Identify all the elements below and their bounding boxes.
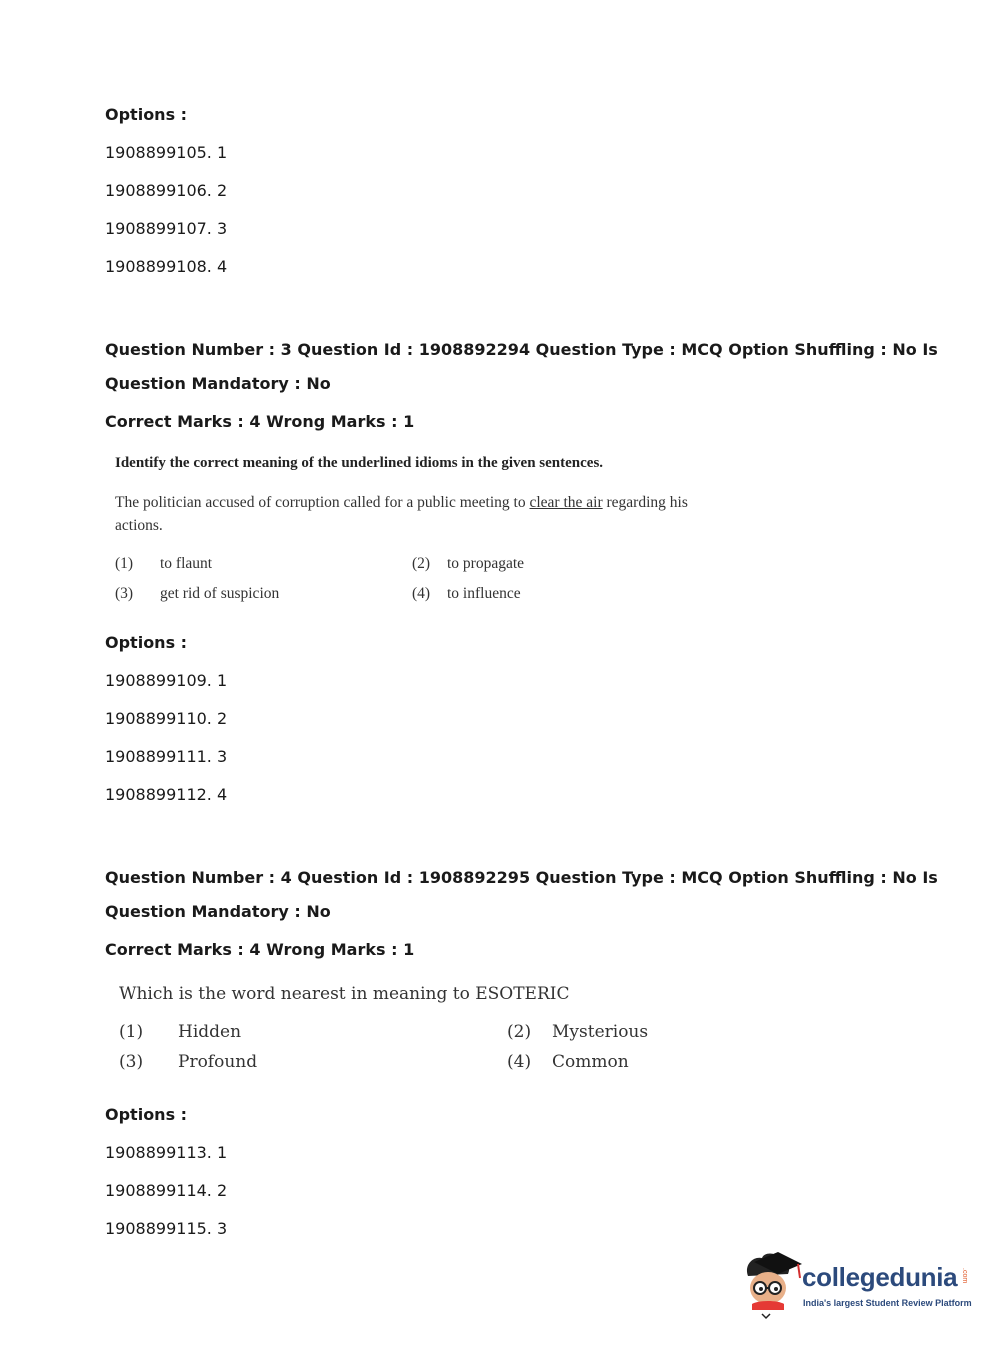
q3-header-line2: Question Mandatory : No [105, 374, 331, 393]
logo-wordmark: collegedunia [802, 1262, 958, 1292]
student-mascot-icon [742, 1248, 804, 1320]
logo-suffix: .com [961, 1268, 968, 1284]
q3-choice-text: get rid of suspicion [160, 585, 280, 602]
q4-question: Which is the word nearest in meaning to ESOTERIC [119, 984, 570, 1004]
q4-header-line2: Question Mandatory : No [105, 902, 331, 921]
option-item: 1908899114. 2 [105, 1181, 228, 1200]
option-item: 1908899113. 1 [105, 1143, 228, 1162]
option-item: 1908899108. 4 [105, 257, 228, 276]
option-item: 1908899110. 2 [105, 709, 228, 728]
option-item: 1908899107. 3 [105, 219, 228, 238]
q3-choice-num: (3) [115, 585, 134, 602]
q4-marks: Correct Marks : 4 Wrong Marks : 1 [105, 940, 415, 959]
logo-tagline: India's largest Student Review Platform [803, 1298, 972, 1308]
q3-choice-num: (1) [115, 555, 134, 572]
q3-sentence-after: regarding his actions. [115, 494, 688, 534]
q4-choice-text: Common [552, 1052, 629, 1072]
option-item: 1908899106. 2 [105, 181, 228, 200]
options-label: Options : [105, 105, 188, 124]
q3-choice-text: to influence [447, 585, 521, 602]
q4-header-line1: Question Number : 4 Question Id : 1908892295 Question Type : MCQ Option Shuffling : No Is [105, 868, 938, 887]
q3-underlined-idiom: clear the air [529, 494, 603, 511]
q3-header-line1: Question Number : 3 Question Id : 1908892294 Question Type : MCQ Option Shuffling : No Is [105, 340, 938, 359]
option-item: 1908899115. 3 [105, 1219, 228, 1238]
q3-sentence-before: The politician accused of corruption called for a public meeting to [115, 494, 530, 511]
option-item: 1908899109. 1 [105, 671, 228, 690]
q4-choice-text: Hidden [178, 1022, 242, 1042]
q3-marks: Correct Marks : 4 Wrong Marks : 1 [105, 412, 415, 431]
option-item: 1908899112. 4 [105, 785, 228, 804]
q3-instruction: Identify the correct meaning of the underlined idioms in the given sentences. [115, 455, 604, 471]
option-item: 1908899111. 3 [105, 747, 228, 766]
q3-choice-text: to propagate [447, 555, 525, 572]
q4-choice-num: (1) [119, 1022, 144, 1042]
q4-choice-text: Profound [178, 1052, 258, 1072]
q3-choice-text: to flaunt [160, 555, 213, 572]
q3-choice-num: (2) [412, 555, 431, 572]
option-item: 1908899105. 1 [105, 143, 228, 162]
q3-options-label: Options : [105, 633, 188, 652]
collegedunia-logo [742, 1248, 972, 1320]
q3-choice-num: (4) [412, 585, 431, 602]
q4-options-label: Options : [105, 1105, 188, 1124]
q4-choice-num: (2) [507, 1022, 532, 1042]
q4-choice-num: (3) [119, 1052, 144, 1072]
q4-choice-num: (4) [507, 1052, 532, 1072]
q3-sentence [115, 491, 735, 537]
q4-choice-text: Mysterious [552, 1022, 649, 1042]
